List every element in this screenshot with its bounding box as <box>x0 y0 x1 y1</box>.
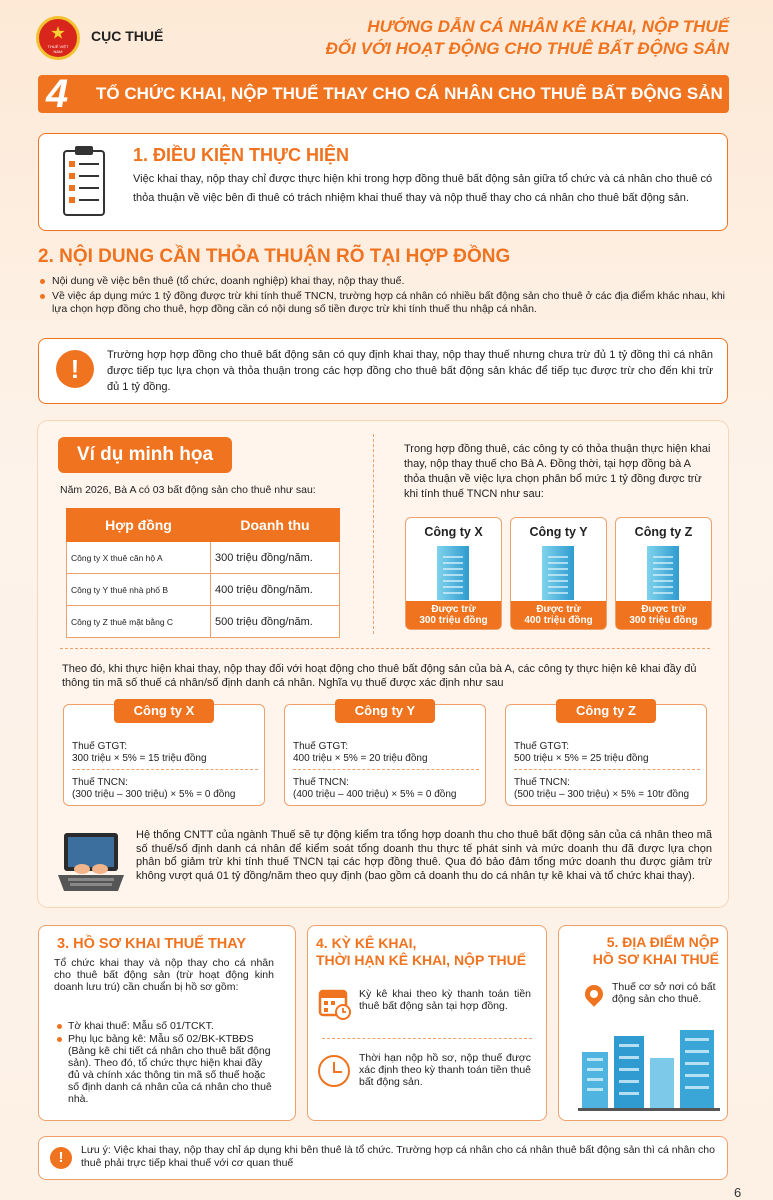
location-heading-line-1: 5. ĐỊA ĐIỂM NỘP <box>606 934 719 950</box>
note-text: Lưu ý: Việc khai thay, nộp thay chỉ áp dụng khi bên thuê là tổ chức. Trường hợp cá nhân cho cá nhân thuê bất động sản thì cá nhân cho thuê phải trực tiếp khai thuế với cơ quan thuế <box>81 1144 715 1169</box>
laptop-icon <box>56 829 126 895</box>
vat-calc: 400 triệu × 5% = 20 triệu đồng <box>293 753 428 764</box>
company-name: Công ty X <box>424 525 483 539</box>
vat-label: Thuế GTGT: <box>293 741 349 752</box>
clock-icon <box>318 1055 350 1087</box>
tax-obligation-text: Theo đó, khi thực hiện khai thay, nộp thay đối với hoạt động cho thuê bất động sản của bà A, các công ty thực hiện kê khai đầy đủ thông tin mã số thuế cá nhân/số định danh cá nhân. Nghĩa vụ thuế được xác định như sau <box>62 663 697 689</box>
company-card-x <box>405 517 502 630</box>
agreement-list <box>38 275 738 318</box>
divider <box>514 769 700 770</box>
dossier-heading: 3. HỒ SƠ KHAI THUẾ THAY <box>57 936 247 952</box>
exclamation-icon: ! <box>56 350 94 388</box>
location-heading <box>567 934 719 968</box>
list-item: Nội dung về việc bên thuê (tổ chức, doanh nghiệp) khai thay, nộp thay thuế. <box>38 275 738 288</box>
tax-card-y <box>284 704 486 806</box>
pit-label: Thuế TNCN: <box>293 777 349 788</box>
vat-calc: 500 triệu × 5% = 25 triệu đồng <box>514 753 649 764</box>
title-line-1: HƯỚNG DẪN CÁ NHÂN KÊ KHAI, NỘP THUẾ <box>367 17 729 36</box>
company-deduction <box>406 601 501 629</box>
example-right-text: Trong hợp đồng thuê, các công ty có thỏa thuận thực hiện khai thay, nộp thay thuế cho Bà A. Đồng thời, tại hợp đồng bà A thỏa thuận về việc lựa chọn phân bổ mức 1 tỷ đồng được trừ khi tính thuế TNCN như sau: <box>404 443 711 500</box>
conditions-heading: 1. ĐIỀU KIỆN THỰC HIỆN <box>133 145 349 165</box>
list-item: Phụ lục bảng kê: Mẫu số 02/BK-KTBĐS (Bảng kê chi tiết cá nhân cho thuê bất động sản). Theo đó, tổ chức thực hiện khai đầy đủ và chính xác thông tin mã số thuế hoặc số định danh cá nhân của cá nhân cho thuê nhà. <box>54 1033 276 1105</box>
deduction-label: Được trừ <box>641 604 686 615</box>
section-number: 4 <box>46 72 69 116</box>
table-cell: 400 triệu đồng/năm. <box>211 574 340 606</box>
table-header: Hợp đồng <box>67 509 211 542</box>
city-buildings-icon <box>578 1028 720 1112</box>
divider <box>72 769 258 770</box>
company-card-y <box>510 517 607 630</box>
table-header: Doanh thu <box>211 509 340 542</box>
table-cell: Công ty X thuê căn hộ A <box>67 542 211 574</box>
deadline-text: Thời hạn nộp hồ sơ, nộp thuế được xác định theo kỳ thanh toán tiền thuê bất động sản. <box>359 1052 531 1088</box>
vat-calc: 300 triệu × 5% = 15 triệu đồng <box>72 753 207 764</box>
building-icon <box>647 546 679 600</box>
pit-calc: (400 triệu – 400 triệu) × 5% = 0 đồng <box>293 789 457 800</box>
divider <box>60 648 710 649</box>
star-icon <box>51 26 65 40</box>
title-line-2: ĐỐI VỚI HOẠT ĐỘNG CHO THUÊ BẤT ĐỘNG SẢN <box>325 39 729 58</box>
example-intro: Năm 2026, Bà A có 03 bất động sản cho thuê như sau: <box>60 484 316 496</box>
contract-table <box>66 508 340 638</box>
vat-label: Thuế GTGT: <box>514 741 570 752</box>
agreement-heading: 2. NỘI DUNG CẦN THỎA THUẬN RÕ TẠI HỢP ĐỒNG <box>38 246 511 267</box>
system-text: Hệ thống CNTT của ngành Thuế sẽ tự động kiểm tra tổng hợp doanh thu cho thuê bất động sản của cá nhân theo mã số thuế/số định danh cá nhân để kiểm soát tổng doanh thu thực tế phát sinh và mức doanh thu đã được lựa chọn phân bổ giảm trừ khi tính thuế TNCN tại các hợp đồng thuê. Qua đó bảo đảm tổng mức doanh thu được giảm trừ không vượt quá 01 tỷ đồng/năm theo quy định (bao gồm cả doanh thu do cá nhân tự kê khai và tổ chức khai thay). <box>136 829 712 882</box>
example-label: Ví dụ minh họa <box>58 437 232 473</box>
building-icon <box>542 546 574 600</box>
table-header-row <box>67 509 340 542</box>
pit-label: Thuế TNCN: <box>514 777 570 788</box>
deduction-amount: 400 triệu đồng <box>524 615 593 626</box>
period-heading <box>316 935 526 969</box>
period-heading-line-1: 4. KỲ KÊ KHAI, <box>316 935 417 951</box>
section-title: TỔ CHỨC KHAI, NỘP THUẾ THAY CHO CÁ NHÂN CHO THUÊ BẤT ĐỘNG SẢN <box>96 84 723 103</box>
table-row <box>67 574 340 606</box>
org-name: CỤC THUẾ <box>91 28 164 44</box>
table-cell: 300 triệu đồng/năm. <box>211 542 340 574</box>
warning-text: Trường hợp hợp đồng cho thuê bất động sản có quy định khai thay, nộp thay thuế nhưng chưa trừ đủ 1 tỷ đồng thì cá nhân được tiếp tục lựa chọn và thỏa thuận trong các hợp đồng cho thuê bất động sản khác để tiếp tục được trừ cho đến khi trừ đủ 1 tỷ đồng. <box>107 349 713 393</box>
tax-card-x <box>63 704 265 806</box>
period-heading-line-2: THỜI HẠN KÊ KHAI, NỘP THUẾ <box>316 952 527 968</box>
dossier-text: Tổ chức khai thay và nộp thay cho cá nhân cho thuê bất động sản (trừ hoạt động kinh doanh lưu trú) cần chuẩn bị hồ sơ gồm: <box>54 957 274 993</box>
vat-label: Thuế GTGT: <box>72 741 128 752</box>
conditions-text: Việc khai thay, nộp thay chỉ được thực hiện khi trong hợp đồng thuê bất động sản giữa tổ chức và cá nhân cho thuê có thỏa thuận về việc bên đi thuê có trách nhiệm khai thuế thay và nộp thuế thay cho cá nhân cho thuê bất động sản. <box>133 173 713 204</box>
dossier-list <box>54 1020 276 1106</box>
logo-text: THUẾ VIỆT NAM <box>47 44 69 54</box>
pit-calc: (500 triệu – 300 triệu) × 5% = 10tr đồng <box>514 789 690 800</box>
tax-company-name: Công ty X <box>114 699 214 723</box>
company-card-z <box>615 517 712 630</box>
location-heading-line-2: HỒ SƠ KHAI THUẾ <box>592 951 719 967</box>
deduction-amount: 300 triệu đồng <box>629 615 698 626</box>
company-deduction <box>616 601 711 629</box>
deduction-amount: 300 triệu đồng <box>419 615 488 626</box>
table-row <box>67 606 340 638</box>
table-cell: Công ty Y thuê nhà phố B <box>67 574 211 606</box>
divider <box>293 769 479 770</box>
page-number: 6 <box>734 1185 742 1200</box>
list-item: Tờ khai thuế: Mẫu số 01/TCKT. <box>54 1020 276 1032</box>
company-name: Công ty Y <box>529 525 588 539</box>
exclamation-icon: ! <box>50 1147 72 1169</box>
calendar-icon <box>318 986 352 1020</box>
document-title <box>326 16 729 60</box>
location-text: Thuế cơ sở nơi có bất động sản cho thuê. <box>612 981 716 1005</box>
table-cell: 500 triệu đồng/năm. <box>211 606 340 638</box>
tax-company-name: Công ty Y <box>335 699 435 723</box>
deduction-label: Được trừ <box>431 604 476 615</box>
tax-logo <box>36 16 80 60</box>
building-icon <box>437 546 469 600</box>
checklist-icon <box>62 145 106 217</box>
divider <box>322 1038 532 1039</box>
pit-label: Thuế TNCN: <box>72 777 128 788</box>
table-row <box>67 542 340 574</box>
tax-company-name: Công ty Z <box>556 699 656 723</box>
divider <box>373 434 374 634</box>
company-name: Công ty Z <box>634 525 693 539</box>
deduction-label: Được trừ <box>536 604 581 615</box>
pit-calc: (300 triệu – 300 triệu) × 5% = 0 đồng <box>72 789 236 800</box>
list-item: Về việc áp dụng mức 1 tỷ đồng được trừ khi tính thuế TNCN, trường hợp cá nhân có nhiều bất động sản cho thuê ở các địa điểm khác nhau, khi lựa chọn hợp đồng cho thuê, hợp đồng cần có nội dung số tiền được trừ khi tính thuế thu nhập cá nhân. <box>38 290 738 316</box>
company-deduction <box>511 601 606 629</box>
table-cell: Công ty Z thuê mặt bằng C <box>67 606 211 638</box>
period-text: Kỳ kê khai theo kỳ thanh toán tiền thuê bất động sản tại hợp đồng. <box>359 988 531 1012</box>
tax-card-z <box>505 704 707 806</box>
